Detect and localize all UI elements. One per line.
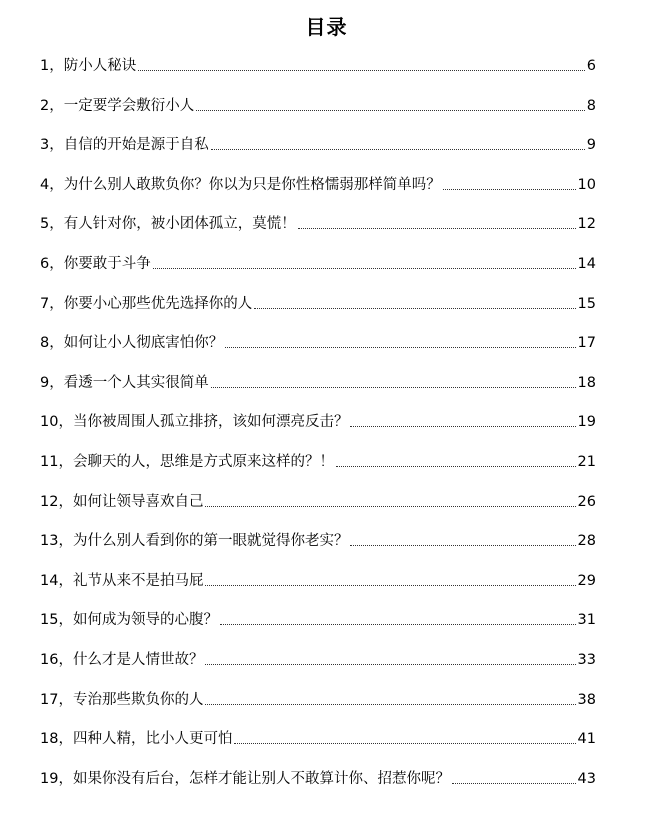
toc-entry[interactable] — [40, 768, 596, 790]
toc-entry-page-number: 29 — [577, 572, 596, 589]
toc-entry[interactable] — [40, 451, 596, 473]
toc-entry-title: 1，防小人秘诀 — [40, 58, 137, 74]
toc-entry[interactable] — [40, 570, 596, 592]
dot-leader — [205, 664, 575, 665]
toc-entry-title: 12，如何让领导喜欢自己 — [40, 493, 204, 510]
toc-entry-title: 6，你要敢于斗争 — [40, 256, 151, 272]
dot-leader — [336, 466, 576, 467]
toc-entry-page-number: 17 — [577, 335, 596, 352]
toc-entry-page-number: 10 — [577, 176, 596, 193]
dot-leader — [234, 743, 575, 744]
toc-entry-title: 4，为什么别人敢欺负你？你以为只是你性格懦弱那样简单吗？ — [40, 176, 441, 193]
toc-entry-title: 14，礼节从来不是拍马屁 — [40, 572, 204, 589]
dot-leader — [350, 545, 575, 546]
dot-leader — [205, 704, 575, 705]
toc-entry[interactable] — [40, 95, 596, 117]
toc-entry-page-number: 8 — [586, 97, 596, 114]
dot-leader — [138, 70, 585, 71]
toc-entry-title: 13，为什么别人看到你的第一眼就觉得你老实？ — [40, 533, 349, 550]
dot-leader — [452, 783, 576, 784]
dot-leader — [153, 268, 576, 269]
toc-entry[interactable] — [40, 174, 596, 196]
toc-entry[interactable] — [40, 372, 596, 394]
toc-entry-page-number: 38 — [577, 691, 596, 708]
toc-entry-title: 7，你要小心那些优先选择你的人 — [40, 295, 253, 312]
toc-entry-title: 2，一定要学会敷衍小人 — [40, 97, 195, 114]
toc-entry-page-number: 6 — [586, 58, 596, 74]
dot-leader — [350, 426, 575, 427]
toc-entry[interactable] — [40, 213, 596, 235]
toc-entry[interactable] — [40, 689, 596, 711]
page-title: 目录 — [305, 15, 348, 39]
toc-entry-page-number: 33 — [577, 652, 596, 668]
toc-entry-page-number: 21 — [577, 454, 596, 470]
toc-entry[interactable] — [40, 411, 596, 433]
dot-leader — [225, 347, 575, 348]
toc-entry-title: 15，如何成为领导的心腹？ — [40, 612, 218, 629]
toc-entry-title: 17，专治那些欺负你的人 — [40, 691, 204, 708]
toc-entry-page-number: 31 — [577, 612, 596, 629]
toc-entry-page-number: 43 — [577, 770, 596, 787]
toc-entry-page-number: 14 — [577, 256, 596, 272]
toc-entry-page-number: 9 — [586, 137, 596, 154]
toc-entry-page-number: 19 — [577, 414, 596, 431]
dot-leader — [205, 506, 575, 507]
toc-entry-page-number: 15 — [577, 295, 596, 312]
toc-entry[interactable] — [40, 530, 596, 552]
toc-entry[interactable] — [40, 332, 596, 354]
toc-entry-page-number: 28 — [577, 533, 596, 550]
dot-leader — [298, 228, 576, 229]
toc-entry[interactable] — [40, 728, 596, 750]
toc-entry-title: 11，会聊天的人，思维是方式原来这样的？！ — [40, 454, 334, 470]
toc-entry[interactable] — [40, 253, 596, 275]
dot-leader — [205, 585, 575, 586]
toc-entry-page-number: 26 — [577, 493, 596, 510]
toc-entry[interactable] — [40, 609, 596, 631]
dot-leader — [196, 110, 585, 111]
dot-leader — [211, 387, 576, 388]
toc-entry-title: 10，当你被周围人孤立排挤，该如何漂亮反击？ — [40, 414, 349, 431]
toc-entry-title: 3，自信的开始是源于自私 — [40, 137, 209, 154]
toc-entry[interactable] — [40, 491, 596, 513]
dot-leader — [220, 624, 576, 625]
toc-entry[interactable] — [40, 55, 596, 77]
toc-entry[interactable] — [40, 134, 596, 156]
dot-leader — [254, 308, 575, 309]
dot-leader — [443, 189, 576, 190]
toc-entry-page-number: 41 — [577, 731, 596, 748]
toc-entry-title: 9，看透一个人其实很简单 — [40, 374, 209, 391]
toc-entry-title: 18，四种人精，比小人更可怕 — [40, 731, 233, 748]
dot-leader — [211, 149, 585, 150]
toc-entry[interactable] — [40, 649, 596, 671]
toc-entry-title: 19，如果你没有后台，怎样才能让别人不敢算计你、招惹你呢？ — [40, 770, 450, 787]
toc-entry-page-number: 18 — [577, 374, 596, 391]
toc-entry-title: 16，什么才是人情世故？ — [40, 652, 204, 668]
toc-entry-title: 8，如何让小人彻底害怕你？ — [40, 335, 224, 352]
toc-entry-page-number: 12 — [577, 216, 596, 233]
toc-entry[interactable] — [40, 293, 596, 315]
toc-entry-title: 5，有人针对你，被小团体孤立，莫慌！ — [40, 216, 296, 233]
